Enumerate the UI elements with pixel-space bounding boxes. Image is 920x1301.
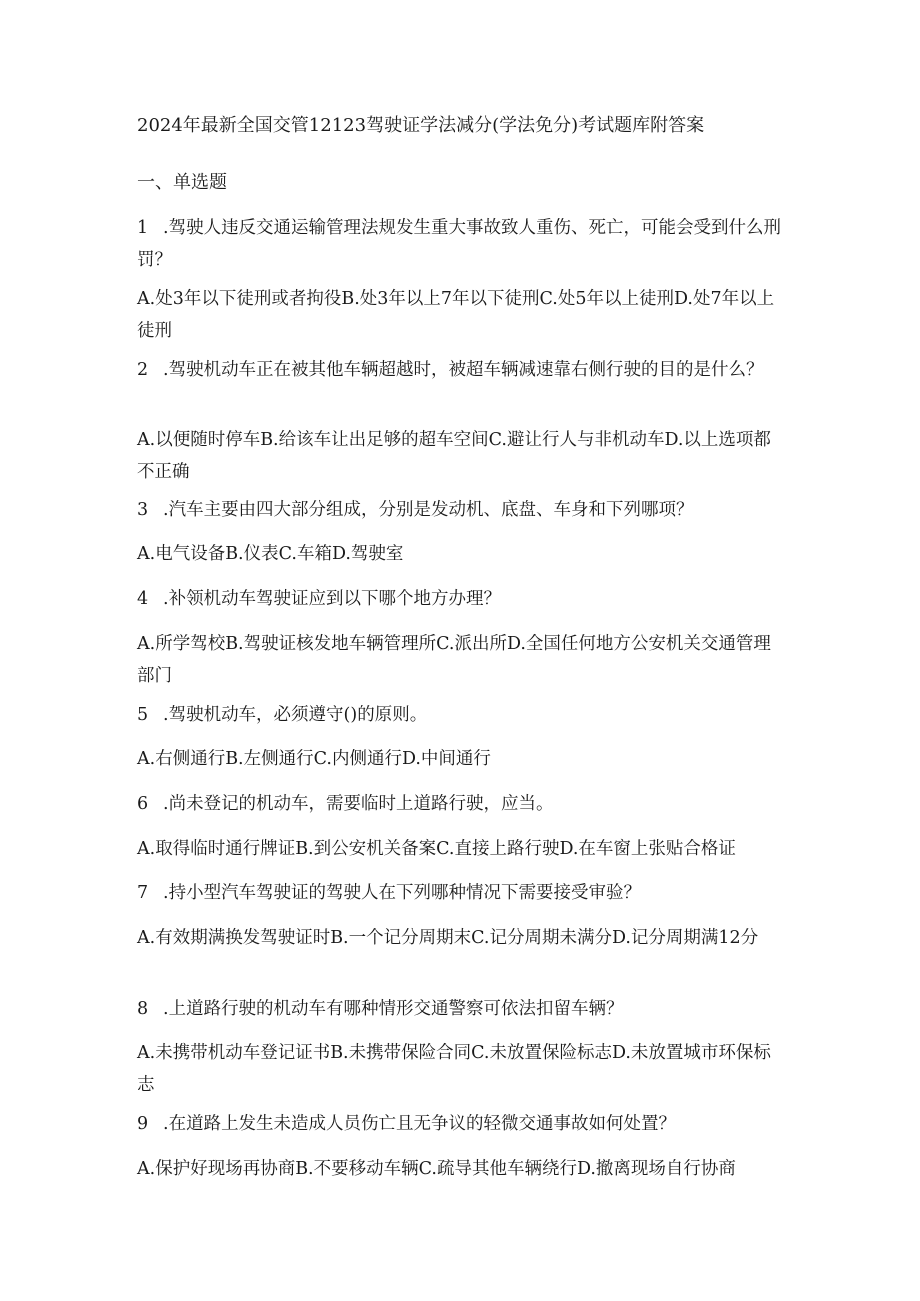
- question-number: 1: [137, 218, 149, 238]
- options-3: A.电气设备B.仪表C.车箱D.驾驶室: [137, 544, 404, 564]
- question-8: [137, 993, 787, 1025]
- question-1: [137, 212, 787, 276]
- options-7: A.有效期满换发驾驶证时B.一个记分周期末C.记分周期未满分D.记分周期满12分: [137, 928, 759, 948]
- options-2: A.以便随时停车B.给该车让出足够的超车空间C.避让行人与非机动车D.以上选项都不正确: [137, 430, 771, 482]
- question-text: .驾驶人违反交通运输管理法规发生重大事故致人重伤、死亡，可能会受到什么刑罚？: [137, 218, 782, 270]
- options-5: A.右侧通行B.左侧通行C.内侧通行D.中间通行: [137, 749, 491, 769]
- question-text: .尚未登记的机动车，需要临时上道路行驶，应当。: [163, 794, 554, 814]
- options-9: A.保护好现场再协商B.不要移动车辆C.疏导其他车辆绕行D.撤离现场自行协商: [137, 1159, 736, 1179]
- question-4: [137, 583, 787, 615]
- question-number: 3: [137, 500, 149, 520]
- question-number: 4: [137, 589, 149, 609]
- question-number: 8: [137, 999, 149, 1019]
- question-9: [137, 1108, 787, 1140]
- page-title: 2024年最新全国交管12123驾驶证学法减分(学法免分)考试题库附答案: [137, 115, 705, 136]
- question-number: 9: [137, 1114, 149, 1134]
- question-text: .在道路上发生未造成人员伤亡且无争议的轻微交通事故如何处置？: [163, 1114, 677, 1134]
- question-2: [137, 354, 787, 386]
- question-number: 7: [137, 883, 149, 903]
- question-number: 2: [137, 360, 149, 380]
- options-4: A.所学驾校B.驾驶证核发地车辆管理所C.派出所D.全国任何地方公安机关交通管理部门: [137, 634, 771, 686]
- options-1: A.处3年以下徒刑或者拘役B.处3年以上7年以下徒刑C.处5年以上徒刑D.处7年以上徒刑: [137, 289, 775, 341]
- question-number: 6: [137, 794, 149, 814]
- question-text: .驾驶机动车，必须遵守()的原则。: [163, 705, 428, 725]
- question-text: .持小型汽车驾驶证的驾驶人在下列哪种情况下需要接受审验？: [163, 883, 642, 903]
- question-number: 5: [137, 705, 149, 725]
- options-6: A.取得临时通行牌证B.到公安机关备案C.直接上路行驶D.在车窗上张贴合格证: [137, 839, 736, 859]
- question-text: .补领机动车驾驶证应到以下哪个地方办理？: [163, 589, 502, 609]
- question-text: .驾驶机动车正在被其他车辆超越时，被超车辆减速靠右侧行驶的目的是什么？: [163, 360, 764, 380]
- question-5: [137, 699, 787, 731]
- question-3: [137, 494, 787, 526]
- section-heading: 一、单选题: [137, 172, 227, 193]
- options-8: A.未携带机动车登记证书B.未携带保险合同C.未放置保险标志D.未放置城市环保标志: [137, 1043, 771, 1095]
- question-text: .上道路行驶的机动车有哪种情形交通警察可依法扣留车辆？: [163, 999, 624, 1019]
- question-text: .汽车主要由四大部分组成，分别是发动机、底盘、车身和下列哪项？: [163, 500, 694, 520]
- question-6: [137, 788, 787, 820]
- question-7: [137, 877, 787, 909]
